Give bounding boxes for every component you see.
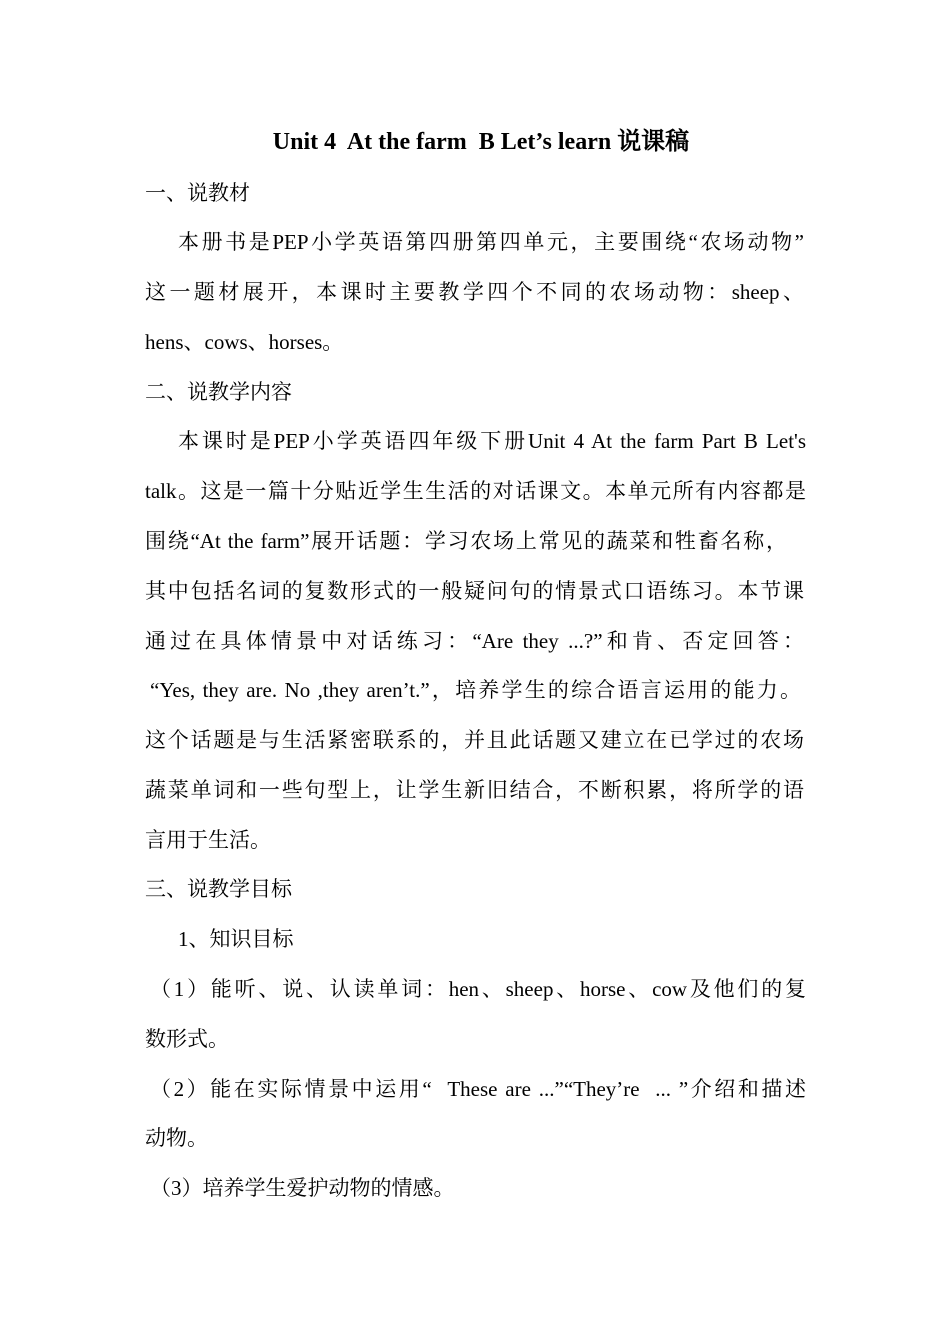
section-heading-teaching-material: 一、说教材 bbox=[145, 181, 250, 205]
paragraph-line: 蔬菜单词和一些句型上，让学生新旧结合，不断积累，将所学的语 bbox=[145, 778, 804, 802]
sub-heading-knowledge-objectives: 1、知识目标 bbox=[178, 927, 294, 951]
objective-item-line: 动物。 bbox=[145, 1126, 208, 1150]
paragraph-line: 围绕“At the farm”展开话题：学习农场上常见的蔬菜和牲畜名称， bbox=[145, 529, 787, 553]
paragraph-line: 本课时是PEP小学英语四年级下册Unit 4 At the farm Part B Let's bbox=[178, 429, 806, 453]
objective-item-line: （3）培养学生爱护动物的情感。 bbox=[150, 1176, 455, 1200]
paragraph-line: 这一题材展开，本课时主要教学四个不同的农场动物：sheep、 bbox=[145, 280, 804, 304]
paragraph-line: talk。这是一篇十分贴近学生生活的对话课文。本单元所有内容都是 bbox=[145, 479, 806, 503]
paragraph-line: 这个话题是与生活紧密联系的，并且此话题又建立在已学过的农场 bbox=[145, 728, 804, 752]
document-title: Unit 4 At the farm B Let’s learn 说课稿 bbox=[272, 129, 690, 155]
paragraph-line: “Yes, they are. No ,they aren’t.”，培养学生的综合语言运用的能力。 bbox=[150, 678, 801, 702]
section-heading-teaching-objectives: 三、说教学目标 bbox=[145, 877, 292, 901]
objective-item-line: （2）能在实际情景中运用“ These are ...”“They’re ... ”介绍和描述 bbox=[150, 1077, 806, 1101]
paragraph-line: 其中包括名词的复数形式的一般疑问句的情景式口语练习。本节课 bbox=[145, 579, 804, 603]
section-heading-teaching-content: 二、说教学内容 bbox=[145, 380, 292, 404]
paragraph-line: hens、cows、horses。 bbox=[145, 330, 344, 354]
paragraph-line: 通过在具体情景中对话练习：“Are they ...?”和肯、否定回答： bbox=[145, 629, 804, 653]
paragraph-line: 本册书是PEP小学英语第四册第四单元，主要围绕“农场动物” bbox=[178, 230, 804, 254]
objective-item-line: 数形式。 bbox=[145, 1027, 229, 1051]
paragraph-line: 言用于生活。 bbox=[145, 828, 271, 852]
objective-item-line: （1）能听、说、认读单词：hen、sheep、horse、cow及他们的复 bbox=[150, 977, 806, 1001]
